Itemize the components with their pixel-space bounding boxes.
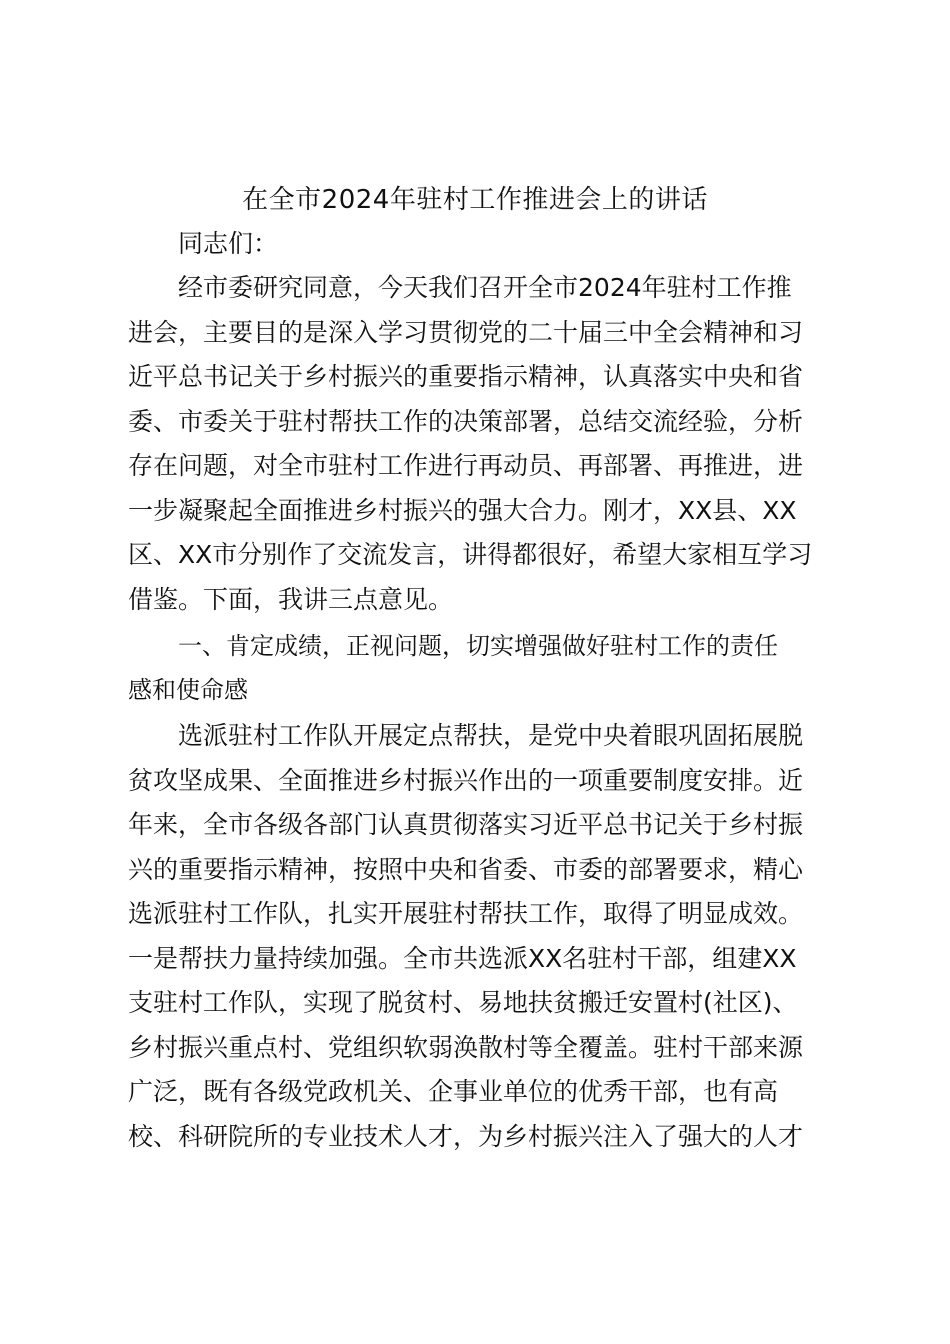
body-line: 选派驻村工作队开展定点帮扶，是党中央着眼巩固拓展脱	[178, 721, 804, 750]
section-heading: 感和使命感	[128, 676, 248, 704]
intro-line: 近平总书记关于乡村振兴的重要指示精神，认真落实中央和省	[128, 362, 804, 391]
salutation: 同志们：	[178, 229, 279, 258]
body-line: 校、科研院所的专业技术人才，为乡村振兴注入了强大的人才	[128, 1122, 804, 1151]
body-line: 支驻村工作队，实现了脱贫村、易地扶贫搬迁安置村(社区)、	[128, 988, 798, 1017]
intro-line: 存在问题，对全市驻村工作进行再动员、再部署、再推进，进	[128, 451, 804, 480]
body-line: 乡村振兴重点村、党组织软弱涣散村等全覆盖。驻村干部来源	[128, 1033, 804, 1062]
body-line: 一是帮扶力量持续加强。全市共选派XX名驻村干部，组建XX	[128, 944, 797, 973]
body-line: 兴的重要指示精神，按照中央和省委、市委的部署要求，精心	[128, 855, 804, 884]
body-line: 选派驻村工作队，扎实开展驻村帮扶工作，取得了明显成效。	[128, 899, 804, 928]
body-line: 年来，全市各级各部门认真贯彻落实习近平总书记关于乡村振	[128, 810, 804, 839]
intro-line: 经市委研究同意，今天我们召开全市2024年驻村工作推	[178, 273, 792, 302]
intro-line: 一步凝聚起全面推进乡村振兴的强大合力。刚才，XX县、XX	[128, 496, 797, 525]
intro-line: 区、XX市分别作了交流发言，讲得都很好，希望大家相互学习	[128, 540, 813, 569]
section-heading: 一、肯定成绩，正视问题，切实增强做好驻村工作的责任	[178, 632, 778, 660]
body-line: 贫攻坚成果、全面推进乡村振兴作出的一项重要制度安排。近	[128, 766, 804, 795]
document-title: 在全市2024年驻村工作推进会上的讲话	[242, 185, 708, 215]
body-line: 广泛，既有各级党政机关、企事业单位的优秀干部，也有高	[128, 1077, 779, 1106]
intro-line: 委、市委关于驻村帮扶工作的决策部署，总结交流经验，分析	[128, 407, 804, 436]
intro-line: 进会，主要目的是深入学习贯彻党的二十届三中全会精神和习	[128, 318, 804, 347]
intro-line: 借鉴。下面，我讲三点意见。	[128, 585, 454, 614]
